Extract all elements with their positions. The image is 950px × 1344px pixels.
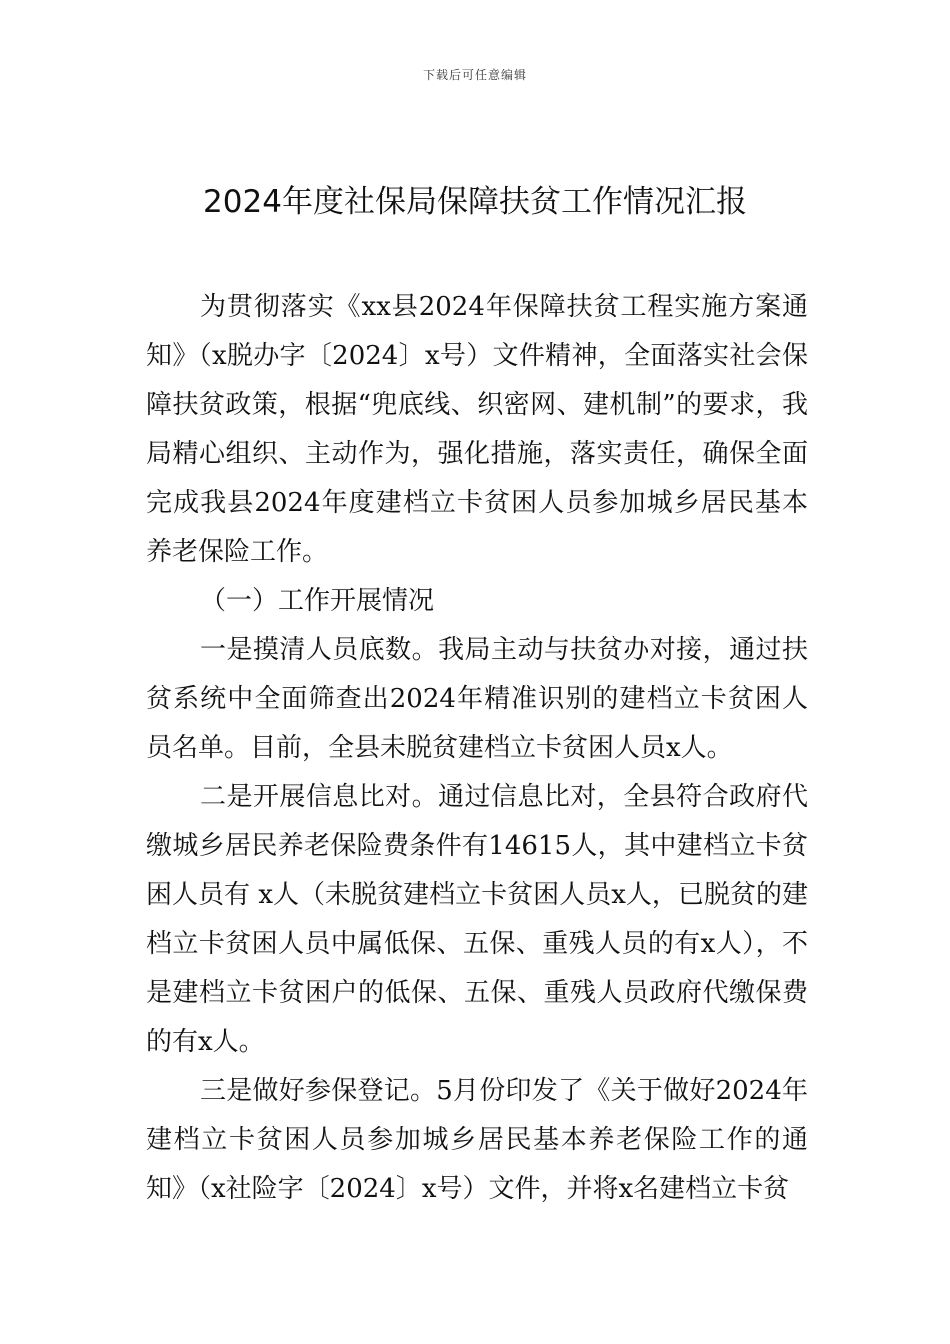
document-body bbox=[146, 283, 808, 1214]
paragraph-item-1: 一是摸清人员底数。我局主动与扶贫办对接，通过扶贫系统中全面筛查出2024年精准识别的建档立卡贫困人员名单。目前，全县未脱贫建档立卡贫困人员x人。 bbox=[146, 635, 808, 763]
header-note: 下载后可任意编辑 bbox=[422, 68, 527, 82]
paragraph-item-3: 三是做好参保登记。5月份印发了《关于做好2024年建档立卡贫困人员参加城乡居民基本养老保险工作的通知》（x社险字〔2024〕x号）文件，并将x名建档立卡贫 bbox=[146, 1076, 808, 1204]
document-title: 2024年度社保局保障扶贫工作情况汇报 bbox=[203, 184, 747, 220]
paragraph-intro: 为贯彻落实《xx县2024年保障扶贫工程实施方案通知》（x脱办字〔2024〕x号）文件精神，全面落实社会保障扶贫政策，根据“兜底线、织密网、建机制”的要求，我局精心组织、主动作为，强化措施，落实责任，确保全面完成我县2024年度建档立卡贫困人员参加城乡居民基本养老保险工作。 bbox=[146, 292, 808, 567]
paragraph-item-2: 二是开展信息比对。通过信息比对，全县符合政府代缴城乡居民养老保险费条件有14615人，其中建档立卡贫困人员有 x人（未脱贫建档立卡贫困人员x人，已脱贫的建档立卡贫困人员中属低保、五保、重残人员的有x人），不是建档立卡贫困户的低保、五保、重残人员政府代缴保费的有x人。 bbox=[146, 782, 808, 1057]
section-heading: （一）工作开展情况 bbox=[200, 586, 435, 616]
